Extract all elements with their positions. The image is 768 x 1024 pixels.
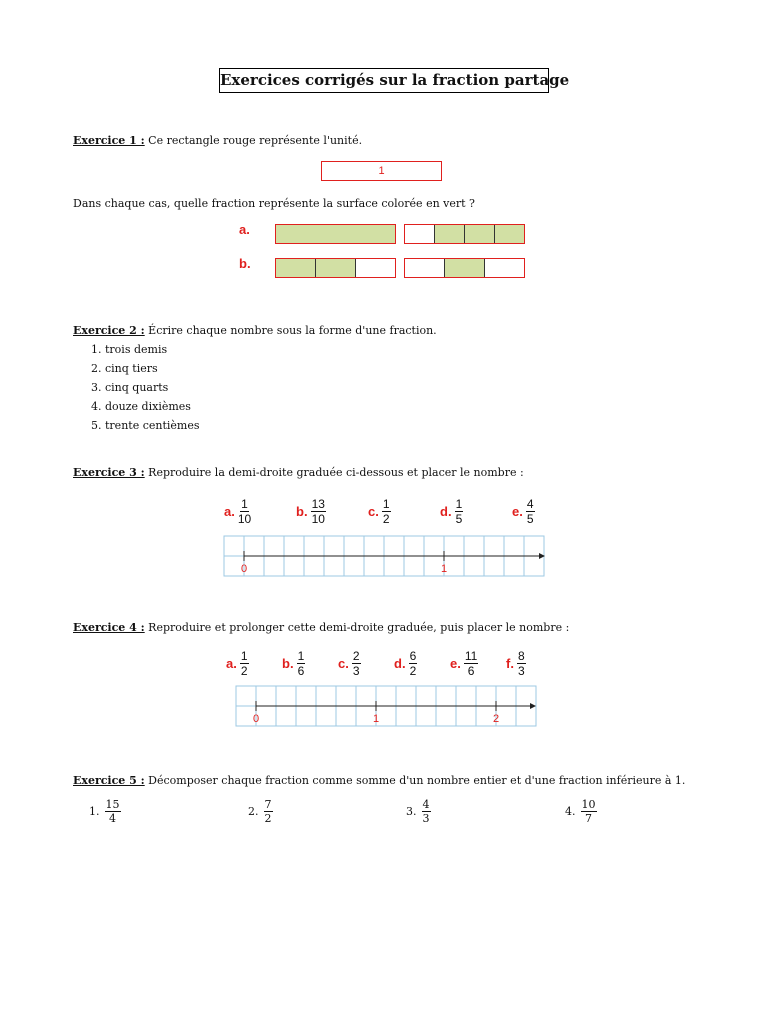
ex1-question: Dans chaque cas, quelle fraction représente la surface colorée en vert ? [73,197,475,210]
list-item: 1. trois demis [105,340,200,359]
fraction-numerator: 11 [464,649,478,663]
fraction-letter: b. [282,656,294,671]
bar-cell [405,225,435,243]
fraction-denominator: 5 [526,512,534,526]
fraction-letter: d. [394,656,406,671]
ex3-fraction-c [368,498,391,525]
fraction-denominator: 6 [467,664,475,678]
ex1-a-bar-2 [404,224,525,244]
fraction-letter: c. [368,504,379,519]
fraction-letter: a. [224,504,235,519]
fraction-denominator: 10 [311,512,325,526]
item-number: 4. [565,805,576,818]
list-item: 4. douze dixièmes [105,397,200,416]
ex3-fraction-a [224,498,251,525]
axis-arrow [530,703,536,709]
bar-cell [495,225,524,243]
list-item: 2. cinq tiers [105,359,200,378]
bar-cell [435,225,465,243]
ex2-instruction [73,324,437,337]
fraction-denominator: 3 [422,812,430,825]
fraction [264,799,273,824]
ex1-instruction [73,134,362,147]
ex4-fraction-d [394,650,417,677]
ex1-b-bar-2 [404,258,525,278]
ex3-label: Exercice 3 : [73,466,145,479]
ex5-item-4 [565,799,597,824]
fraction-numerator: 2 [352,649,360,663]
page-title: Exercices corrigés sur la fraction partage [219,68,549,93]
ex2-text: Écrire chaque nombre sous la forme d'une fraction. [144,324,437,337]
ex1-text: Ce rectangle rouge représente l'unité. [144,134,363,147]
fraction-denominator: 4 [109,812,116,825]
fraction-numerator: 10 [581,798,596,811]
fraction [409,650,418,677]
fraction-numerator: 1 [241,497,248,511]
ex4-fraction-e [450,650,478,677]
fraction-denominator: 7 [585,812,592,825]
fraction [382,498,391,525]
ex4-number-line [235,685,537,727]
fraction-letter: b. [296,504,308,519]
ex4-fraction-b [282,650,305,677]
bar-cell [405,259,445,277]
ex2-list [73,340,200,435]
fraction-letter: a. [226,656,237,671]
fraction-denominator: 2 [409,664,417,678]
ex3-number-line [223,535,546,577]
ex1-a-bar-1 [275,224,396,244]
fraction-letter: f. [506,656,514,671]
bar-cell [485,259,524,277]
fraction-denominator: 2 [240,664,248,678]
unit-rectangle: 1 [321,161,442,181]
fraction [297,650,306,677]
ex3-fraction-b [296,498,326,525]
ex5-item-3 [406,799,431,824]
bar-cell [276,225,395,243]
item-number: 1. [89,805,100,818]
fraction-numerator: 1 [382,497,390,511]
list-item: 5. trente centièmes [105,416,200,435]
item-number: 2. [248,805,259,818]
ex5-item-1 [89,799,121,824]
ex4-fraction-c [338,650,361,677]
fraction-numerator: 7 [264,798,272,811]
ex1-row-a-label: a. [239,222,250,237]
fraction-numerator: 1 [297,649,305,663]
fraction-numerator: 4 [526,497,534,511]
fraction-denominator: 3 [352,664,360,678]
ex4-label: Exercice 4 : [73,621,145,634]
fraction [105,799,121,824]
fraction [455,498,464,525]
ex3-fraction-e [512,498,535,525]
list-item: 3. cinq quarts [105,378,200,397]
ex5-item-2 [248,799,273,824]
ex3-instruction [73,466,524,479]
fraction-denominator: 3 [517,664,525,678]
fraction [422,799,431,824]
fraction [238,498,251,525]
fraction [581,799,597,824]
ex4-fraction-a [226,650,249,677]
fraction-letter: d. [440,504,452,519]
fraction-denominator: 2 [382,512,390,526]
fraction-letter: c. [338,656,349,671]
fraction [517,650,526,677]
fraction-numerator: 8 [517,649,525,663]
fraction-denominator: 5 [455,512,463,526]
ex1-label: Exercice 1 : [73,134,145,147]
fraction-numerator: 1 [455,497,463,511]
fraction [240,650,249,677]
fraction-denominator: 6 [297,664,305,678]
fraction-denominator: 2 [264,812,272,825]
ex2-label: Exercice 2 : [73,324,145,337]
ex5-text: Décomposer chaque fraction comme somme d'un nombre entier et d'une fraction inférieure à 1. [144,774,686,787]
fraction [464,650,478,677]
fraction [352,650,361,677]
bar-cell [316,259,356,277]
ex3-fraction-d [440,498,463,525]
bar-cell [356,259,395,277]
fraction-numerator: 1 [240,649,248,663]
fraction-letter: e. [512,504,523,519]
bar-cell [276,259,316,277]
ex4-fraction-f [506,650,526,677]
fraction-numerator: 4 [422,798,430,811]
fraction [526,498,535,525]
axis-label-0: 0 [252,713,260,725]
bar-cell [465,225,495,243]
bar-cell [445,259,485,277]
ex5-instruction [73,774,685,787]
ex5-label: Exercice 5 : [73,774,145,787]
axis-label-2: 2 [492,713,500,725]
ex4-text: Reproduire et prolonger cette demi-droite graduée, puis placer le nombre : [144,621,570,634]
fraction-numerator: 6 [409,649,417,663]
ex1-row-b-label: b. [239,256,251,271]
axis-label-1: 1 [372,713,380,725]
item-number: 3. [406,805,417,818]
fraction-denominator: 10 [237,512,252,526]
ex3-text: Reproduire la demi-droite graduée ci-dessous et placer le nombre : [144,466,524,479]
fraction-numerator: 15 [105,798,120,811]
ex1-b-bar-1 [275,258,396,278]
axis-label-0: 0 [240,563,248,575]
ex4-instruction [73,621,569,634]
axis-label-1: 1 [440,563,448,575]
fraction-letter: e. [450,656,461,671]
fraction [311,498,326,525]
fraction-numerator: 13 [311,497,325,511]
